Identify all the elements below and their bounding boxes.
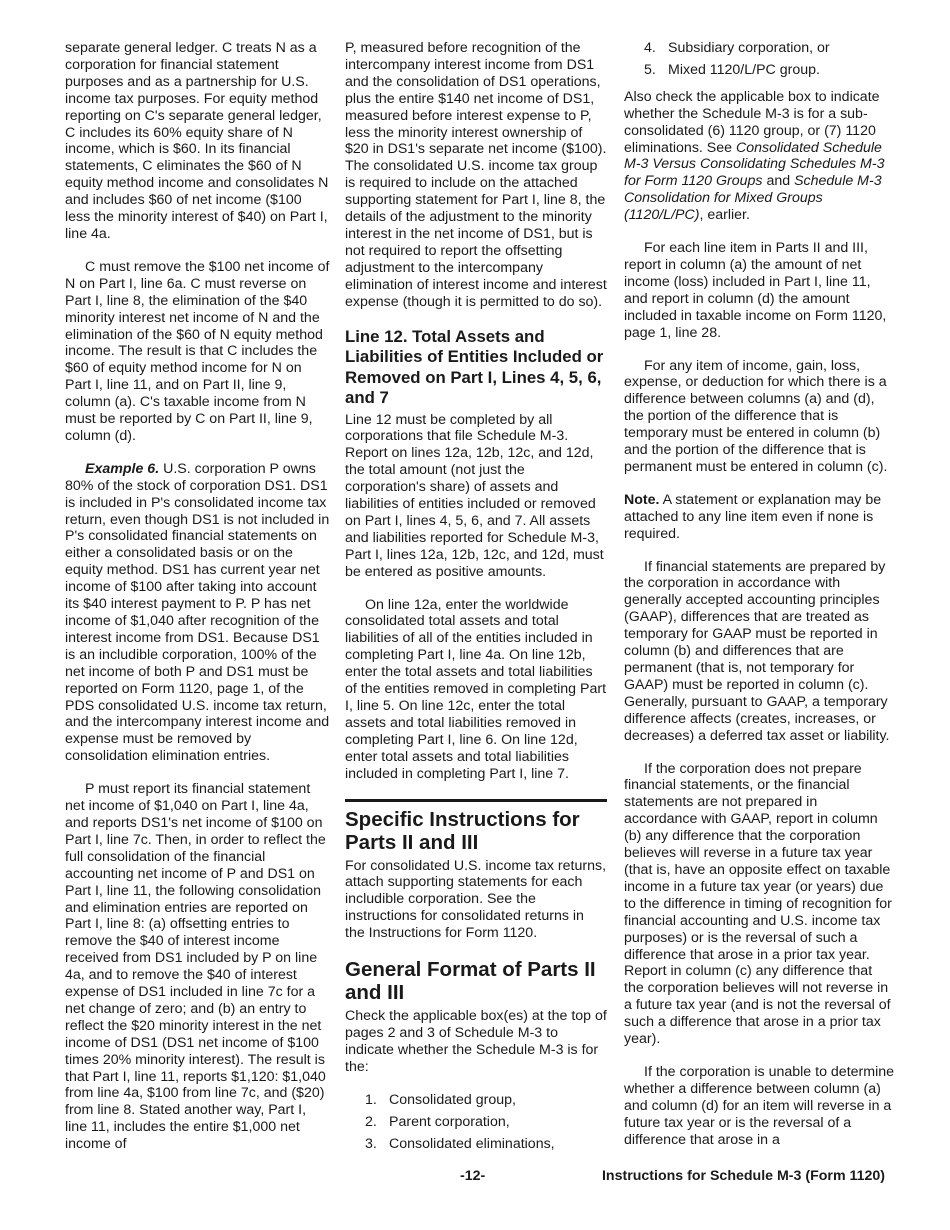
example-label: Example 6.	[85, 460, 160, 477]
reference-title: Consolidated Schedule M-3 Versus Consolidating Schedules M-3 for Form 1120 Groups	[624, 139, 885, 190]
list-text: Parent corporation,	[389, 1113, 510, 1130]
list-item	[624, 62, 894, 79]
paragraph: For each line item in Parts II and III, report in column (a) the amount of net income (loss) included in Part I, line 11, and report in column (d) the amount included in taxable income on Form 1120, page 1, line 28.	[624, 240, 887, 341]
list-item	[345, 1092, 607, 1109]
paragraph: If financial statements are prepared by the corporation in accordance with generally accepted accounting principles (GAAP), differences that are treated as temporary for GAAP must be reported in column (b) and differences that are permanent (that is, not temporary for GAAP) must be reported in column (c). Generally, pursuant to GAAP, a temporary difference affects (creates, increases, or decreases) a deferred tax asset or liability.	[624, 558, 890, 744]
heading-general-format: General Format of Parts II and III	[345, 958, 596, 1005]
reference-title: Schedule M-3 Consolidation for Mixed Groups (1120/L/PC)	[624, 173, 882, 224]
list-number: 5.	[644, 61, 656, 78]
page-number: -12-	[460, 1168, 486, 1184]
text-run: , earlier.	[699, 207, 750, 224]
note-paragraph	[624, 492, 894, 543]
column-2	[345, 40, 607, 1168]
paragraph: If the corporation does not prepare financial statements, or the financial statements are not prepared in accordance with GAAP, report in column (b) any difference that the corporation believes will reverse in a future tax year (that is, have an opposite effect on taxable income in a future tax year (or years) due to the difference in timing of recognition for financial accounting and U.S. income tax purposes) or is the reversal of such a difference that arose in a prior tax year. Report in column (c) any difference that the corporation believes will not reverse in a future tax year (and is not the reversal of such a difference that arose in a prior tax year).	[624, 760, 892, 1048]
numbered-list	[345, 1092, 607, 1153]
paragraph: Check the applicable box(es) at the top of pages 2 and 3 of Schedule M-3 to indicate whether the Schedule M-3 is for the:	[345, 1008, 607, 1075]
list-number: 1.	[365, 1091, 377, 1108]
note-label: Note.	[624, 491, 660, 508]
numbered-list	[624, 40, 894, 79]
paragraph: separate general ledger. C treats N as a corporation for financial statement purposes and as a partnership for U.S. income tax purposes. For equity method reporting on C's separate general ledger, C includes its 60% equity share of N income, which is $60. In its financial statements, C eliminates the $60 of N equity method income and consolidates N and includes $60 of net income ($100 less the minority interest of $40) on Part I, line 4a.	[65, 40, 329, 242]
list-text: Subsidiary corporation, or	[668, 40, 830, 56]
paragraph: P must report its financial statement net income of $1,040 on Part I, line 4a, and reports DS1's net income of $100 on Part I, line 7c. Then, in order to reflect the full consolidation of the financial accounting net income of P and DS1 on Part I, line 11, the following consolidation and elimination entries are reported on Part I, line 8: (a) offsetting entries to remove the $40 of interest income received from DS1 included by P on line 4a, and to remove the $40 of interest expense of DS1 included in line 7c for a net change of zero; and (b) an entry to reflect the $20 minority interest in the net income of DS1 (DS1 net income of $100 times 20% minority interest). The result is that Part I, line 11, reports $1,120: $1,040 from line 4a, $100 from line 7c, and ($20) from line 8. Stated another way, Part I, line 11, includes the entire $1,000 net income of	[65, 781, 326, 1153]
list-item	[345, 1114, 607, 1131]
list-text: Consolidated eliminations,	[389, 1135, 555, 1152]
text-run: and	[762, 173, 795, 190]
paragraph: On line 12a, enter the worldwide consolidated total assets and total liabilities of all of the entities included in completing Part I, line 4a. On line 12b, enter the total assets and total liabilities of the entities removed in completing Part I, line 5. On line 12c, enter the total assets and total liabilities removed in completing Part I, line 6. On line 12d, enter total assets and total liabilities included in completing Part I, line 7.	[345, 596, 607, 782]
paragraph: For any item of income, gain, loss, expense, or deduction for which there is a difference between columns (a) and (d), the portion of the difference that is temporary must be entered in column (b) and the portion of the difference that is permanent must be entered in column (c).	[624, 357, 888, 475]
heading-specific-instructions: Specific Instructions for Parts II and III	[345, 807, 580, 854]
list-text: Consolidated group,	[389, 1091, 516, 1108]
list-item	[624, 40, 894, 57]
paragraph: P, measured before recognition of the intercompany interest income from DS1 and the consolidation of DS1 operations, plus the entire $140 net income of DS1, measured before interest expense to P, less the minority interest ownership of $20 in DS1's separate net income ($100). The consolidated U.S. income tax group is required to include on the attached supporting statement for Part I, line 8, the details of the adjustment to the minority interest in the net income of DS1, but is not required to report the offsetting adjustment to the intercompany elimination of interest income and interest expense (though it is permitted to do so).	[345, 40, 607, 310]
list-text: Mixed 1120/L/PC group.	[668, 61, 820, 78]
heading-line-12: Line 12. Total Assets and Liabilities of Entities Included or Removed on Part I, Lines 4, 5, 6, and 7	[345, 326, 604, 407]
list-item	[345, 1136, 607, 1153]
note-text: A statement or explanation may be attached to any line item even if none is required.	[624, 491, 882, 542]
list-number: 4.	[644, 40, 656, 56]
paragraph	[624, 89, 894, 224]
section-divider	[345, 799, 607, 802]
text-run: Also check the applicable box to indicate whether the Schedule M-3 is for a sub-consolidated (6) 1120 group, or (7) 1120 eliminations. See	[624, 88, 880, 156]
list-number: 2.	[365, 1113, 377, 1130]
column-1	[65, 40, 330, 1169]
paragraph: For consolidated U.S. income tax returns, attach supporting statements for each includible corporation. See the instructions for consolidated returns in the Instructions for Form 1120.	[345, 857, 607, 942]
example-text: U.S. corporation P owns 80% of the stock of corporation DS1. DS1 is included in P's consolidated income tax return, even though DS1 is not included in P's consolidated financial statements on either a consolidated basis or on the equity method. DS1 has current year net income of $100 after taking into account its $40 interest payment to P. P has net income of $1,040 after recognition of the interest income from DS1. Because DS1 is an includible corporation, 100% of the net income of both P and DS1 must be reported on Form 1120, page 1, of the PDS consolidated U.S. income tax return, and the intercompany interest income and expense must be removed by consolidation elimination entries.	[65, 460, 330, 765]
paragraph: Line 12 must be completed by all corporations that file Schedule M-3. Report on lines 12a, 12b, 12c, and 12d, the total amount (not just the corporation's share) of assets and liabilities of entities included or removed on Part I, lines 4, 5, 6, and 7. All assets and liabilities reported for Schedule M-3, Part I, lines 12a, 12b, 12c, and 12d, must be entered as positive amounts.	[345, 411, 604, 580]
footer-title: Instructions for Schedule M-3 (Form 1120)	[601, 1168, 885, 1184]
example-6-paragraph	[65, 461, 330, 765]
list-number: 3.	[365, 1135, 377, 1152]
column-3	[624, 40, 894, 1164]
paragraph: If the corporation is unable to determine whether a difference between column (a) and column (d) for an item will reverse in a future tax year or is the reversal of a difference that arose in a	[624, 1063, 895, 1148]
paragraph: C must remove the $100 net income of N on Part I, line 6a. C must reverse on Part I, line 8, the elimination of the $40 minority interest net income of N and the elimination of the $60 of N equity method income. The result is that C includes the $60 of equity method income for N on Part I, line 11, and on Part II, line 9, column (a). C's taxable income from N must be reported by C on Part II, line 9, column (d).	[65, 258, 330, 444]
